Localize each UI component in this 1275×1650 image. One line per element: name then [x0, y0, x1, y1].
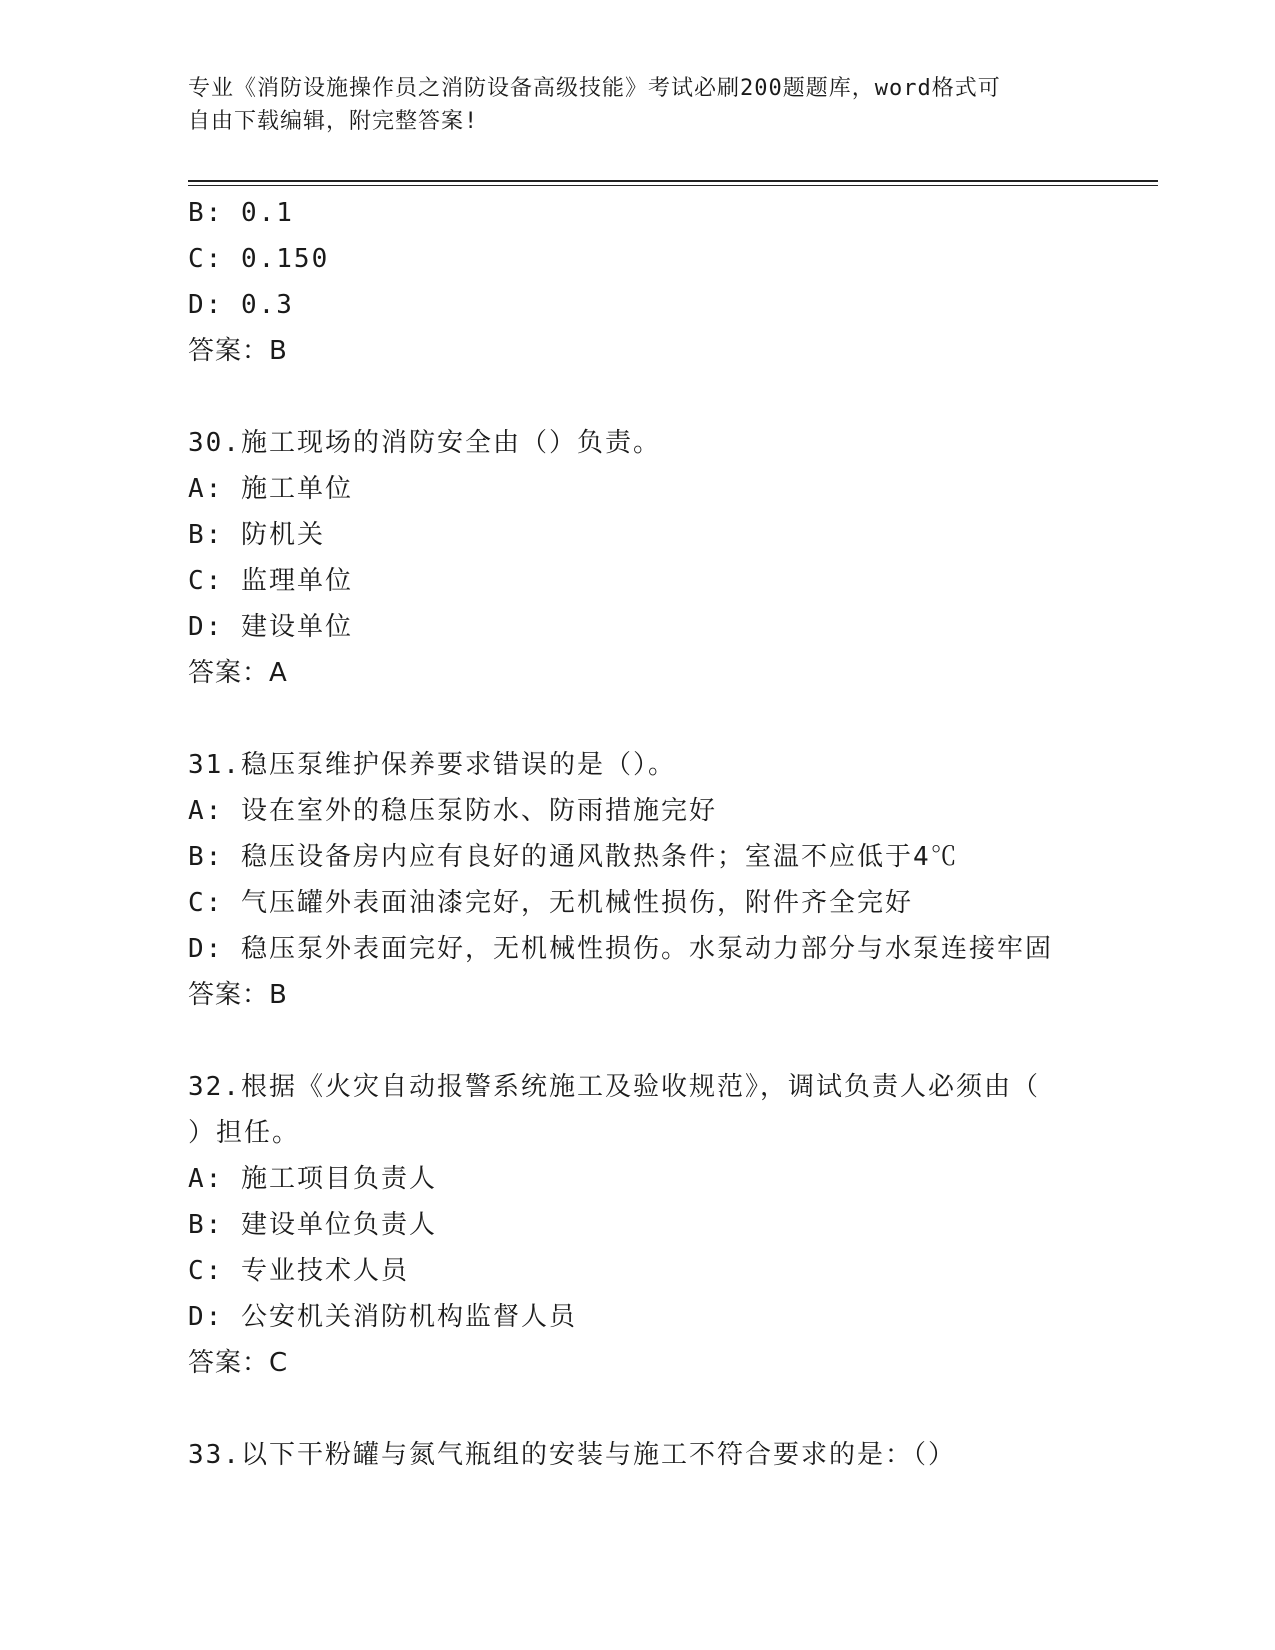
answer-line: 答案：A	[188, 658, 288, 688]
header-line-2: 自由下载编辑，附完整答案!	[188, 109, 479, 134]
question-stem: 30.施工现场的消防安全由（）负责。	[188, 428, 661, 458]
spacer	[188, 374, 1088, 420]
answer-line: 答案：B	[188, 336, 288, 366]
question-block-32	[188, 1064, 1088, 1386]
question-block-31	[188, 742, 1088, 1018]
question-stem: 33.以下干粉罐与氮气瓶组的安装与施工不符合要求的是：（）	[188, 1440, 956, 1470]
question-list	[188, 190, 1088, 1478]
option-a: A: 施工单位	[188, 474, 353, 504]
question-block-29	[188, 190, 1088, 374]
option-a: A: 设在室外的稳压泵防水、防雨措施完好	[188, 796, 717, 826]
option-d: D: 建设单位	[188, 612, 353, 642]
option-b: B: 防机关	[188, 520, 325, 550]
question-block-30	[188, 420, 1088, 696]
header-divider-thick	[188, 180, 1158, 182]
option-c: C: 0.150	[188, 244, 330, 274]
document-header	[188, 72, 1068, 138]
option-b: B: 建设单位负责人	[188, 1210, 437, 1240]
question-stem-line-1: 32.根据《火灾自动报警系统施工及验收规范》，调试负责人必须由（	[188, 1072, 1040, 1102]
question-stem: 31.稳压泵维护保养要求错误的是（）。	[188, 750, 676, 780]
spacer	[188, 696, 1088, 742]
spacer	[188, 1386, 1088, 1432]
question-stem-line-2: ）担任。	[188, 1118, 301, 1148]
header-divider-thin	[188, 185, 1158, 186]
answer-line: 答案：C	[188, 1348, 289, 1378]
option-a: A: 施工项目负责人	[188, 1164, 437, 1194]
option-b: B: 0.1	[188, 198, 294, 228]
option-c: C: 专业技术人员	[188, 1256, 409, 1286]
option-d: D: 0.3	[188, 290, 294, 320]
option-b: B: 稳压设备房内应有良好的通风散热条件；室温不应低于4℃	[188, 842, 959, 872]
answer-line: 答案：B	[188, 980, 288, 1010]
spacer	[188, 1018, 1088, 1064]
option-d: D: 公安机关消防机构监督人员	[188, 1302, 577, 1332]
option-c: C: 监理单位	[188, 566, 353, 596]
question-block-33	[188, 1432, 1088, 1478]
option-d: D: 稳压泵外表面完好，无机械性损伤。水泵动力部分与水泵连接牢固	[188, 934, 1053, 964]
option-c: C: 气压罐外表面油漆完好，无机械性损伤，附件齐全完好	[188, 888, 913, 918]
header-line-1: 专业《消防设施操作员之消防设备高级技能》考试必刷200题题库，word格式可	[188, 76, 1001, 101]
